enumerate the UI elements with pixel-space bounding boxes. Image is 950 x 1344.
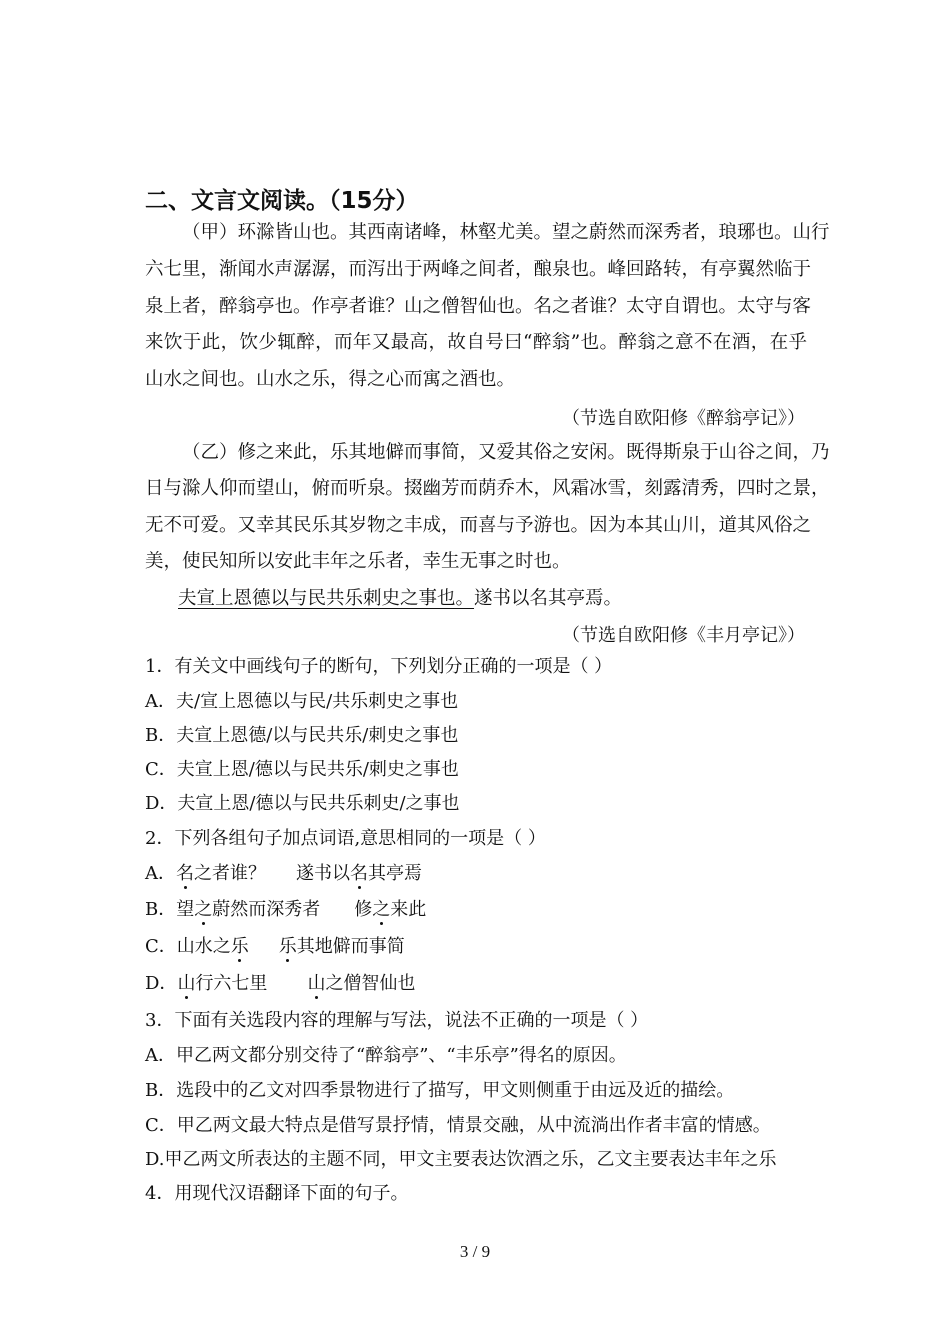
q3-stem: 3．下面有关选段内容的理解与写法，说法不正确的一项是（ ） (145, 1010, 649, 1031)
dotted-word: 名 (350, 863, 368, 884)
text: 之僧智仙也 (325, 973, 416, 994)
passage-b-underline-line (178, 587, 840, 611)
passage-a-line: 来饮于此，饮少辄醉，而年又最高，故自号曰“醉翁”也。醉翁之意不在酒，在乎 (145, 332, 807, 353)
dotted-word: 乐 (278, 936, 297, 957)
passage-b-line: 无不可爱。又幸其民乐其岁物之丰成，而喜与予游也。因为本其山川，道其风俗之 (145, 515, 812, 536)
dotted-word: 之 (194, 899, 213, 920)
q3-option-b: B．选段中的乙文对四季景物进行了描写，甲文则侧重于由远及近的描绘。 (145, 1080, 735, 1101)
q3-option-d: D.甲乙两文所表达的主题不同，甲文主要表达饮酒之乐，乙文主要表达丰年之乐 (145, 1149, 777, 1170)
dotted-word: 之 (372, 899, 391, 920)
q1-option-b: B．夫宣上恩德/以与民共乐/刺史之事也 (145, 725, 459, 746)
dotted-word: 乐 (230, 936, 249, 957)
q2-option-d (145, 972, 415, 996)
q2-option-c (145, 935, 405, 959)
passage-b-source: （节选自欧阳修《丰月亭记》） (562, 625, 805, 646)
q2-option-a (145, 862, 422, 886)
q1-stem: 1．有关文中画线句子的断句，下列划分正确的一项是（ ） (145, 656, 613, 677)
option-label: A． (145, 863, 176, 884)
option-label: C． (145, 936, 177, 957)
q1-option-d: D．夫宣上恩/德以与民共乐刺史/之事也 (145, 793, 460, 814)
passage-a-line: 六七里，渐闻水声潺潺，而泻出于两峰之间者，酿泉也。峰回路转，有亭翼然临于 (145, 259, 812, 280)
option-label: B． (145, 899, 177, 920)
dotted-word: 山 (307, 973, 326, 994)
q2-option-b (145, 898, 426, 922)
q1-option-c: C．夫宣上恩/德以与民共乐/刺史之事也 (145, 759, 459, 780)
text: 望 (176, 899, 195, 920)
option-label: D． (145, 973, 178, 994)
page-number: 3 / 9 (459, 1242, 491, 1261)
text: 来此 (390, 899, 427, 920)
dotted-word: 山 (177, 973, 196, 994)
passage-a-line: 泉上者，醉翁亭也。作亭者谁？山之僧智仙也。名之者谁？太守自谓也。太守与客 (145, 296, 812, 317)
text: 遂书以 (296, 863, 350, 884)
dotted-word: 名 (176, 863, 194, 884)
passage-a-source: （节选自欧阳修《醉翁亭记》） (562, 408, 805, 429)
text: 之者谁？ (194, 863, 266, 884)
passage-b-line: 美，使民知所以安此丰年之乐者，幸生无事之时也。 (145, 551, 571, 572)
passage-b-line: 日与滁人仰而望山，俯而听泉。掇幽芳而荫乔木，风霜冰雪，刻露清秀，四时之景， (145, 478, 830, 499)
q2-stem: 2．下列各组句子加点词语,意思相同的一项是（ ） (145, 828, 546, 849)
text: 行六七里 (195, 973, 268, 994)
q3-option-a: A．甲乙两文都分别交待了“醉翁亭”、“丰乐亭”得名的原因。 (145, 1045, 627, 1066)
after-underline: 遂书以名其亭焉。 (474, 588, 623, 609)
passage-b-line: （乙）修之来此，乐其地僻而事简，又爱其俗之安闲。既得斯泉于山谷之间，乃 (182, 442, 830, 463)
passage-a-line: （甲）环滁皆山也。其西南诸峰，林壑尤美。望之蔚然而深秀者，琅琊也。山行 (182, 222, 830, 243)
text: 修 (354, 899, 373, 920)
text: 蔚然而深秀者 (212, 899, 321, 920)
q3-option-c: C．甲乙两文最大特点是借写景抒情，情景交融，从中流淌出作者丰富的情感。 (145, 1115, 771, 1136)
passage-a-line: 山水之间也。山水之乐，得之心而寓之酒也。 (145, 369, 516, 390)
q1-option-a: A．夫/宣上恩德以与民/共乐刺史之事也 (145, 691, 459, 712)
text: 山水之 (176, 936, 231, 957)
q4-stem: 4．用现代汉语翻译下面的句子。 (145, 1183, 409, 1204)
underlined-sentence: 夫宣上恩德以与民共乐刺史之事也。 (178, 588, 475, 609)
section-title: 二、文言文阅读。（15分） (145, 188, 419, 214)
text: 其地僻而事简 (296, 936, 405, 957)
text: 其亭焉 (368, 863, 422, 884)
